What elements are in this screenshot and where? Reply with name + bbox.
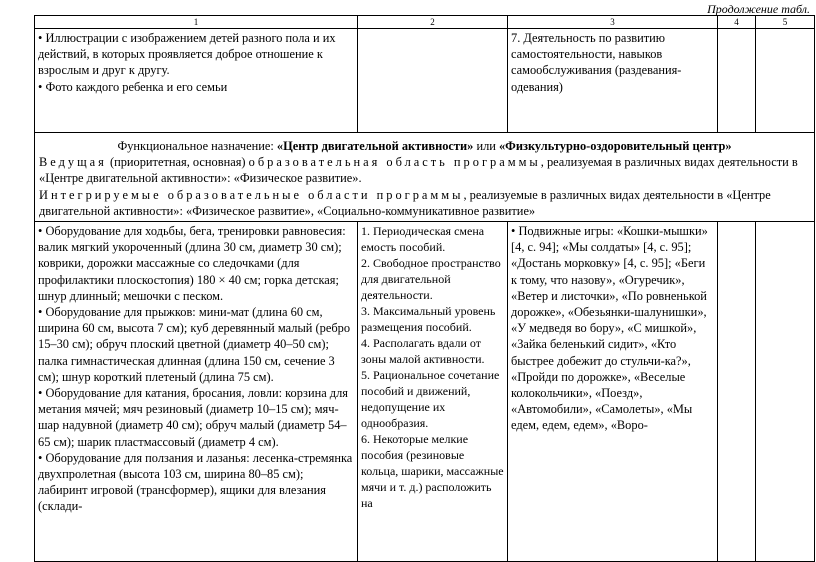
lead-area <box>39 154 810 186</box>
header-cell: 2 <box>358 16 508 29</box>
row2-col5 <box>756 222 815 562</box>
table-row <box>35 29 815 133</box>
list-item: 7. Деятельность по развитию самостоятельности, навыков самообслуживания (раздевания-одевания) <box>511 31 682 94</box>
list-item: 1. Периодическая смена емость пособий. <box>361 224 485 255</box>
lead-spaced2: образовательная область программы <box>248 155 541 170</box>
integ-spaced: Интегрируемые образовательные области программы <box>39 187 464 202</box>
purpose-center1: «Центр двигательной активности» <box>276 139 474 153</box>
list-item: • Оборудование для катания, бросания, ловли: корзина для метания мячей; мяч резиновый (диаметр 10–15 см); мяч-шар надувной (диаметр 40 см); обруч малый (диаметр 54–65 см); шарик пластмассовый (диаметр 4 см). <box>38 385 354 450</box>
lead-spaced: Ведущая <box>39 155 107 170</box>
row1-col3 <box>508 29 718 133</box>
list-item: 3. Максимальный уровень размещения пособий. <box>361 304 496 335</box>
table-row <box>35 222 815 562</box>
row2-col1 <box>35 222 358 562</box>
list-item: 2. Свободное пространство для двигательной деятельности. <box>361 256 501 303</box>
list-item: • Оборудование для ходьбы, бега, тренировки равновесия: валик мягкий укороченный (длина 30 см, диаметр 30 см); коврики, дорожки массажные со следочками (для профилактики плоскостопия) 180 × 40 см; горка детская; шнур длинный; мешочки с песком. <box>38 223 354 304</box>
header-cell: 1 <box>35 16 358 29</box>
list-item: 6. Некоторые мелкие пособия (резиновые кольца, шарики, массажные мячи и т. д.) расположить на <box>361 432 504 511</box>
purpose-center2: «Физкультурно-оздоровительный центр» <box>498 139 732 153</box>
row2-col2 <box>358 222 508 562</box>
functional-purpose <box>39 138 810 154</box>
content-table <box>34 15 815 562</box>
table-header-row <box>35 16 815 29</box>
integrated-areas <box>39 187 810 219</box>
list-item: • Фото каждого ребенка и его семьи <box>38 79 354 95</box>
list-item: • Оборудование для ползания и лазанья: лесенка-стремянка двухпролетная (высота 103 см, ширина 80–85 см); лабиринт игровой (трансформер), ящики для влезания (склади- <box>38 450 354 515</box>
header-cell: 4 <box>718 16 756 29</box>
row1-col1 <box>35 29 358 133</box>
purpose-prefix: Функциональное назначение: <box>117 139 277 153</box>
continuation-label: Продолжение табл. <box>707 2 810 16</box>
band-cell <box>35 133 815 222</box>
list-item: 5. Рациональное сочетание пособий и движений, недопущение их однообразия. <box>361 368 500 431</box>
row1-col4 <box>718 29 756 133</box>
row1-col5 <box>756 29 815 133</box>
row1-col2 <box>358 29 508 133</box>
list-item: • Иллюстрации с изображением детей разного пола и их действий, в которых проявляется доброе отношение к взрослым и друг к другу. <box>38 30 354 79</box>
lead-paren: (приоритетная, основная) <box>106 155 249 170</box>
table-band-row <box>35 133 815 222</box>
purpose-or: или <box>473 139 499 153</box>
list-item: 4. Располагать вдали от зоны малой активности. <box>361 336 485 367</box>
header-cell: 3 <box>508 16 718 29</box>
row2-col4 <box>718 222 756 562</box>
integ-rest: , реализуемые в различных видах деятельности в «Центре двигательной активности»: «Физическое развитие», «Социально-коммуникативное развитие» <box>39 187 771 218</box>
lead-rest: , реализуемая в различных видах деятельности в «Центре двигательной активности»: «Физическое развитие». <box>39 155 798 186</box>
list-item: • Оборудование для прыжков: мини-мат (длина 60 см, ширина 60 см, высота 7 см); куб деревянный малый (ребро 15–30 см); обруч плоский цветной (диаметр 40–50 см); палка гимнастическая длинная (длина 150 см, сечение 3 см); шнур короткий плетеный (длина 75 см). <box>38 304 354 385</box>
list-item: • Подвижные игры: «Кошки-мышки» [4, с. 94]; «Мы солдаты» [4, с. 95]; «Достань морковку» [4, с. 95]; «Беги к тому, что назову», «Огуречик», «Ветер и листочки», «По ровненькой дорожке», «Обезьянки-шалунишки», «У медведя во бору», «С мишкой», «Зайка беленький сидит», «Кто быстрее добежит до стульчи-ка?», «Пройди по дорожке», «Веселые колокольчики», «Поезд», «Автомобили», «Самолеты», «Мы едем, едем, едем», «Воро- <box>511 223 714 434</box>
header-cell: 5 <box>756 16 815 29</box>
row2-col3 <box>508 222 718 562</box>
